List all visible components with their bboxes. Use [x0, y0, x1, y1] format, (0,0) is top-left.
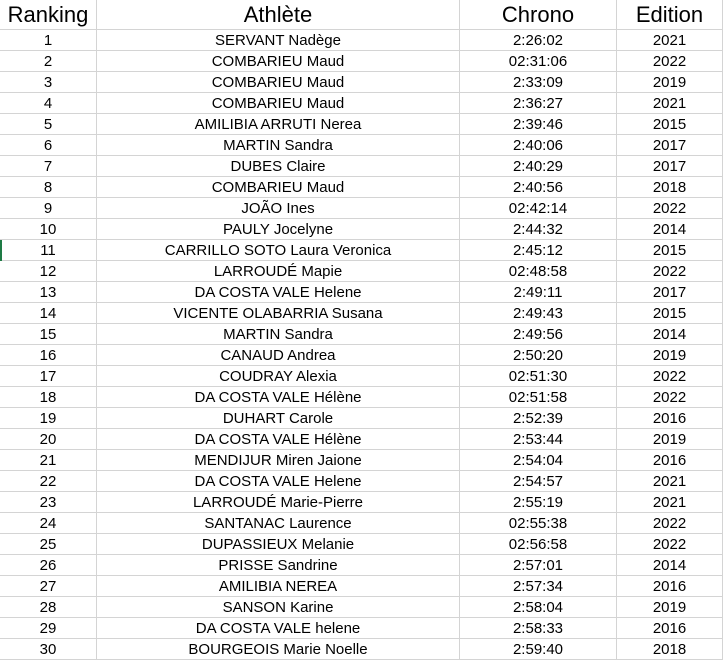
table-row [0, 51, 723, 72]
athlete-cell[interactable]: DA COSTA VALE Hélène [97, 429, 460, 450]
ranking-cell[interactable]: 4 [0, 93, 97, 114]
ranking-cell[interactable]: 14 [0, 303, 97, 324]
edition-cell[interactable]: 2019 [617, 72, 723, 93]
table-row [0, 303, 723, 324]
table-row [0, 555, 723, 576]
chrono-cell[interactable]: 2:53:44 [460, 429, 617, 450]
table-row [0, 471, 723, 492]
ranking-cell[interactable]: 3 [0, 72, 97, 93]
header-row [0, 0, 723, 30]
ranking-cell[interactable]: 9 [0, 198, 97, 219]
ranking-cell[interactable]: 11 [0, 240, 97, 261]
chrono-cell[interactable]: 2:54:04 [460, 450, 617, 471]
chrono-cell[interactable]: 02:55:38 [460, 513, 617, 534]
athlete-cell[interactable]: AMILIBIA NEREA [97, 576, 460, 597]
edition-cell[interactable]: 2019 [617, 429, 723, 450]
table-row [0, 324, 723, 345]
edition-cell[interactable]: 2018 [617, 177, 723, 198]
table-row [0, 618, 723, 639]
edition-cell[interactable]: 2022 [617, 387, 723, 408]
table-row [0, 576, 723, 597]
chrono-cell[interactable]: 2:26:02 [460, 30, 617, 51]
athlete-cell[interactable]: COMBARIEU Maud [97, 93, 460, 114]
table-row [0, 387, 723, 408]
chrono-cell[interactable]: 02:31:06 [460, 51, 617, 72]
chrono-cell[interactable]: 02:56:58 [460, 534, 617, 555]
chrono-cell[interactable]: 02:48:58 [460, 261, 617, 282]
selection-marker [0, 240, 2, 261]
chrono-cell[interactable]: 2:49:43 [460, 303, 617, 324]
chrono-cell[interactable]: 2:40:29 [460, 156, 617, 177]
edition-cell[interactable]: 2014 [617, 324, 723, 345]
athlete-cell[interactable]: VICENTE OLABARRIA Susana [97, 303, 460, 324]
athlete-cell[interactable]: SANTANAC Laurence [97, 513, 460, 534]
table-row [0, 261, 723, 282]
ranking-cell[interactable]: 18 [0, 387, 97, 408]
athlete-cell[interactable]: DUHART Carole [97, 408, 460, 429]
athlete-cell[interactable]: LARROUDÉ Marie-Pierre [97, 492, 460, 513]
table-row [0, 30, 723, 51]
athlete-cell[interactable]: SERVANT Nadège [97, 30, 460, 51]
chrono-cell[interactable]: 2:58:04 [460, 597, 617, 618]
ranking-cell[interactable]: 26 [0, 555, 97, 576]
chrono-cell[interactable]: 2:40:56 [460, 177, 617, 198]
edition-cell[interactable]: 2015 [617, 303, 723, 324]
ranking-cell[interactable]: 22 [0, 471, 97, 492]
ranking-cell[interactable]: 30 [0, 639, 97, 660]
athlete-cell[interactable]: BOURGEOIS Marie Noelle [97, 639, 460, 660]
athlete-cell[interactable]: MENDIJUR Miren Jaione [97, 450, 460, 471]
edition-cell[interactable]: 2017 [617, 282, 723, 303]
chrono-cell[interactable]: 2:58:33 [460, 618, 617, 639]
table-row [0, 177, 723, 198]
table-row [0, 135, 723, 156]
chrono-cell[interactable]: 2:45:12 [460, 240, 617, 261]
ranking-cell[interactable]: 10 [0, 219, 97, 240]
ranking-cell[interactable]: 15 [0, 324, 97, 345]
chrono-cell[interactable]: 02:42:14 [460, 198, 617, 219]
chrono-cell[interactable]: 2:49:11 [460, 282, 617, 303]
athlete-cell[interactable]: COMBARIEU Maud [97, 72, 460, 93]
table-row [0, 219, 723, 240]
edition-cell[interactable]: 2016 [617, 576, 723, 597]
ranking-cell[interactable]: 6 [0, 135, 97, 156]
table-row [0, 282, 723, 303]
edition-cell[interactable]: 2022 [617, 513, 723, 534]
table-row [0, 366, 723, 387]
chrono-cell[interactable]: 2:57:34 [460, 576, 617, 597]
table-row [0, 240, 723, 261]
athlete-cell[interactable]: SANSON Karine [97, 597, 460, 618]
edition-cell[interactable]: 2021 [617, 492, 723, 513]
edition-cell[interactable]: 2021 [617, 30, 723, 51]
header-chrono-cell[interactable]: Chrono [460, 0, 617, 30]
ranking-cell[interactable]: 16 [0, 345, 97, 366]
athlete-cell[interactable]: DA COSTA VALE Hélène [97, 387, 460, 408]
ranking-cell[interactable]: 24 [0, 513, 97, 534]
table-row [0, 534, 723, 555]
edition-cell[interactable]: 2021 [617, 93, 723, 114]
athlete-cell[interactable]: CANAUD Andrea [97, 345, 460, 366]
edition-cell[interactable]: 2022 [617, 366, 723, 387]
athlete-cell[interactable]: COUDRAY Alexia [97, 366, 460, 387]
edition-cell[interactable]: 2015 [617, 240, 723, 261]
header-athlete-cell[interactable]: Athlète [97, 0, 460, 30]
edition-cell[interactable]: 2014 [617, 555, 723, 576]
edition-cell[interactable]: 2018 [617, 639, 723, 660]
chrono-cell[interactable]: 2:40:06 [460, 135, 617, 156]
table-row [0, 639, 723, 660]
table-row [0, 156, 723, 177]
athlete-cell[interactable]: CARRILLO SOTO Laura Veronica [97, 240, 460, 261]
ranking-cell[interactable]: 19 [0, 408, 97, 429]
table-row [0, 450, 723, 471]
table-row [0, 429, 723, 450]
table-row [0, 513, 723, 534]
athlete-cell[interactable]: DA COSTA VALE Helene [97, 282, 460, 303]
edition-cell[interactable]: 2017 [617, 156, 723, 177]
athlete-cell[interactable]: PAULY Jocelyne [97, 219, 460, 240]
edition-cell[interactable]: 2022 [617, 198, 723, 219]
athlete-cell[interactable]: DUPASSIEUX Melanie [97, 534, 460, 555]
athlete-cell[interactable]: COMBARIEU Maud [97, 51, 460, 72]
ranking-cell[interactable]: 21 [0, 450, 97, 471]
header-edition-cell[interactable]: Edition [617, 0, 723, 30]
chrono-cell[interactable]: 2:54:57 [460, 471, 617, 492]
table-row [0, 72, 723, 93]
ranking-cell[interactable]: 1 [0, 30, 97, 51]
table-row [0, 492, 723, 513]
ranking-cell[interactable]: 23 [0, 492, 97, 513]
ranking-cell[interactable]: 7 [0, 156, 97, 177]
ranking-cell[interactable]: 20 [0, 429, 97, 450]
edition-cell[interactable]: 2014 [617, 219, 723, 240]
ranking-cell[interactable]: 2 [0, 51, 97, 72]
ranking-cell[interactable]: 12 [0, 261, 97, 282]
athlete-cell[interactable]: DA COSTA VALE helene [97, 618, 460, 639]
edition-cell[interactable]: 2021 [617, 471, 723, 492]
chrono-cell[interactable]: 2:36:27 [460, 93, 617, 114]
chrono-cell[interactable]: 2:44:32 [460, 219, 617, 240]
edition-cell[interactable]: 2019 [617, 345, 723, 366]
chrono-cell[interactable]: 02:51:30 [460, 366, 617, 387]
athlete-cell[interactable]: PRISSE Sandrine [97, 555, 460, 576]
table-row [0, 114, 723, 135]
chrono-cell[interactable]: 2:55:19 [460, 492, 617, 513]
ranking-cell[interactable]: 17 [0, 366, 97, 387]
athlete-cell[interactable]: LARROUDÉ Mapie [97, 261, 460, 282]
table-row [0, 198, 723, 219]
ranking-cell[interactable]: 5 [0, 114, 97, 135]
edition-cell[interactable]: 2016 [617, 450, 723, 471]
chrono-cell[interactable]: 02:51:58 [460, 387, 617, 408]
ranking-cell[interactable]: 28 [0, 597, 97, 618]
edition-cell[interactable]: 2016 [617, 618, 723, 639]
ranking-cell[interactable]: 27 [0, 576, 97, 597]
athlete-cell[interactable]: MARTIN Sandra [97, 324, 460, 345]
ranking-cell[interactable]: 13 [0, 282, 97, 303]
chrono-cell[interactable]: 2:57:01 [460, 555, 617, 576]
athlete-cell[interactable]: COMBARIEU Maud [97, 177, 460, 198]
athlete-cell[interactable]: DA COSTA VALE Helene [97, 471, 460, 492]
edition-cell[interactable]: 2022 [617, 261, 723, 282]
chrono-cell[interactable]: 2:59:40 [460, 639, 617, 660]
table-row [0, 93, 723, 114]
table-row [0, 597, 723, 618]
athlete-cell[interactable]: DUBES Claire [97, 156, 460, 177]
table-row [0, 345, 723, 366]
chrono-cell[interactable]: 2:39:46 [460, 114, 617, 135]
ranking-cell[interactable]: 25 [0, 534, 97, 555]
athlete-cell[interactable]: AMILIBIA ARRUTI Nerea [97, 114, 460, 135]
table-row [0, 408, 723, 429]
ranking-cell[interactable]: 8 [0, 177, 97, 198]
edition-cell[interactable]: 2017 [617, 135, 723, 156]
athlete-cell[interactable]: JOÃO Ines [97, 198, 460, 219]
chrono-cell[interactable]: 2:49:56 [460, 324, 617, 345]
table-body [0, 30, 723, 660]
edition-cell[interactable]: 2016 [617, 408, 723, 429]
header-ranking-cell[interactable]: Ranking [0, 0, 97, 30]
edition-cell[interactable]: 2019 [617, 597, 723, 618]
chrono-cell[interactable]: 2:52:39 [460, 408, 617, 429]
chrono-cell[interactable]: 2:33:09 [460, 72, 617, 93]
edition-cell[interactable]: 2022 [617, 51, 723, 72]
ranking-cell[interactable]: 29 [0, 618, 97, 639]
athlete-cell[interactable]: MARTIN Sandra [97, 135, 460, 156]
edition-cell[interactable]: 2022 [617, 534, 723, 555]
edition-cell[interactable]: 2015 [617, 114, 723, 135]
chrono-cell[interactable]: 2:50:20 [460, 345, 617, 366]
